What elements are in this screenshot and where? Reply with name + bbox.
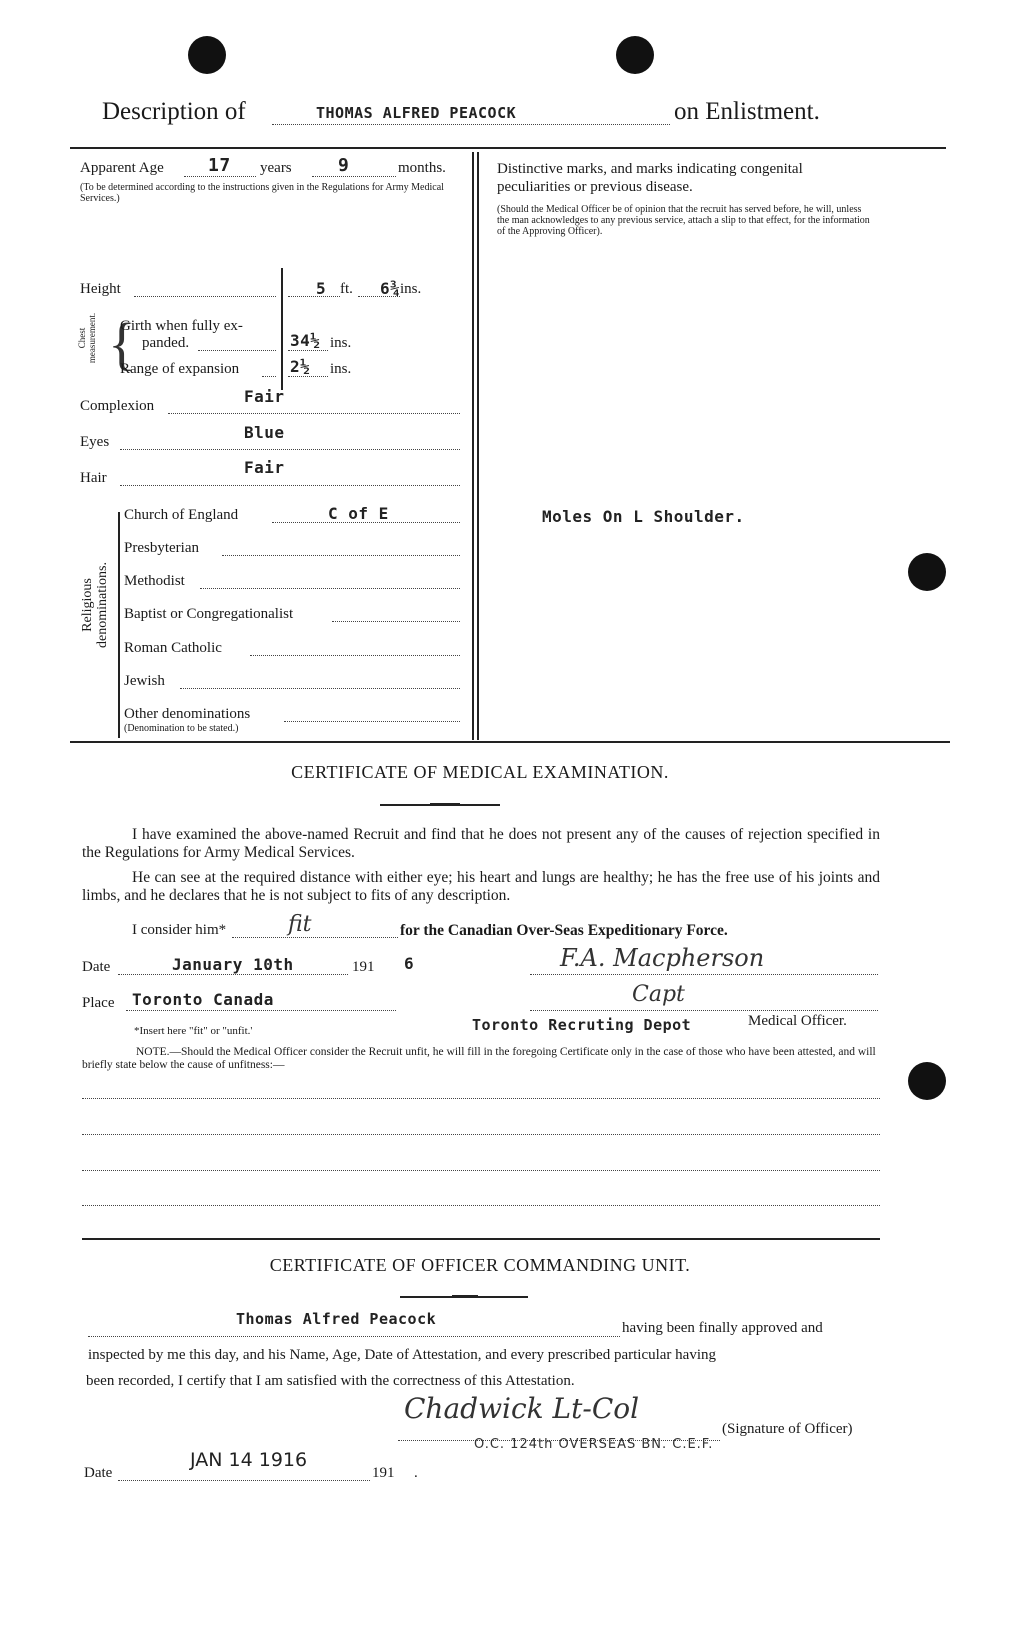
height-label: Height — [80, 281, 121, 297]
punch-hole — [908, 553, 946, 591]
med-year-prefix: 191 — [352, 959, 375, 975]
column-divider — [472, 152, 474, 740]
religion-label: Church of England — [124, 507, 239, 523]
measure-divider — [281, 268, 283, 390]
depot-stamp: Toronto Recruting Depot — [472, 1016, 692, 1034]
force-label: for the Canadian Over-Seas Expeditionary Force. — [400, 922, 728, 939]
title-ornament-center — [452, 1295, 478, 1298]
punch-hole — [908, 1062, 946, 1100]
header-suffix: on Enlistment. — [674, 98, 820, 125]
medical-para-2-text: He can see at the required distance with either eye; his heart and lungs are healthy; he has the free use of his joints and limbs, and he declares that he is not subject to fits of any description. — [82, 869, 880, 904]
religion-line — [180, 688, 460, 689]
marks-note: (Should the Medical Officer be of opinion that the recruit has served before, he will, unless the man acknowledges to any previous service, attach a slip to that effect, for the information of the Approving Officer). — [497, 204, 870, 237]
place-value: Toronto Canada — [132, 990, 274, 1009]
girth-line — [198, 350, 276, 351]
rank-line — [530, 1010, 878, 1011]
unfitness-line — [82, 1134, 880, 1135]
med-date-value: January 10th — [172, 955, 294, 974]
med-date-line — [118, 974, 348, 975]
medical-officer-rank: Capt — [632, 982, 685, 1007]
medical-note — [82, 1046, 880, 1072]
unfitness-line — [82, 1170, 880, 1171]
height-ft-line — [288, 296, 340, 297]
religion-line — [250, 655, 460, 656]
insert-note: *Insert here "fit" or "unfit.' — [134, 1025, 253, 1037]
height-ft-value: 5 — [316, 279, 327, 298]
religion-label: Other denominations — [124, 706, 251, 722]
ft-label: ft. — [340, 281, 353, 297]
recruit-name: THOMAS ALFRED PEACOCK — [316, 104, 517, 122]
commanding-title: CERTIFICATE OF OFFICER COMMANDING UNIT. — [269, 1255, 691, 1275]
column-divider — [477, 152, 479, 740]
consider-label: I consider him* — [132, 922, 227, 938]
girth-label-2: panded. — [142, 335, 190, 351]
consider-line — [232, 937, 398, 938]
months-label: months. — [398, 160, 446, 176]
range-ins-label: ins. — [330, 361, 352, 377]
section-rule — [70, 741, 950, 743]
range-line — [262, 376, 276, 377]
range-value-line — [288, 376, 328, 377]
chest-label: Chest measurement. — [77, 312, 97, 364]
height-line — [134, 296, 276, 297]
section-rule — [82, 1238, 880, 1240]
header-rule — [70, 147, 946, 149]
height-in-value: 6¾ — [380, 279, 401, 298]
years-label: years — [260, 160, 292, 176]
girth-value-line — [288, 350, 328, 351]
header-name-line — [272, 124, 670, 125]
chest-brace: { — [108, 311, 136, 376]
co-year-prefix: 191 — [372, 1465, 395, 1481]
religion-label: Baptist or Congregationalist — [124, 606, 294, 622]
age-label: Apparent Age — [80, 160, 164, 176]
medical-para-2 — [82, 869, 880, 905]
punch-hole — [616, 36, 654, 74]
religion-brace — [118, 512, 120, 738]
header-prefix: Description of — [102, 98, 246, 125]
unfitness-line — [82, 1098, 880, 1099]
religion-label: Jewish — [124, 673, 165, 689]
religion-line — [332, 621, 460, 622]
girth-value: 34½ — [290, 331, 321, 350]
medical-officer-label: Medical Officer. — [748, 1013, 847, 1029]
religion-line — [284, 721, 460, 722]
age-years-value: 17 — [208, 155, 231, 176]
unfitness-line — [82, 1205, 880, 1206]
co-date-line — [118, 1480, 370, 1481]
medical-title: CERTIFICATE OF MEDICAL EXAMINATION. — [291, 762, 669, 782]
range-label: Range of expansion — [120, 361, 240, 377]
med-signature-line — [530, 974, 878, 975]
religion-group-label — [80, 550, 110, 660]
age-note: (To be determined according to the instructions given in the Regulations for Army Medical Services.) — [80, 182, 444, 204]
eyes-label: Eyes — [80, 434, 110, 450]
complexion-value: Fair — [244, 387, 285, 406]
religion-line — [222, 555, 460, 556]
place-label: Place — [82, 995, 115, 1011]
marks-value: Moles On L Shoulder. — [542, 507, 745, 526]
co-date-stamp: JAN 14 1916 — [190, 1449, 308, 1471]
medical-para-1-text: I have examined the above-named Recruit and find that he does not present any of the causes of rejection specified in the Regulations for Army Medical Services. — [82, 826, 880, 861]
age-years-line — [184, 176, 256, 177]
complexion-line — [168, 413, 460, 414]
co-name-value: Thomas Alfred Peacock — [236, 1310, 437, 1328]
range-value: 2½ — [290, 357, 311, 376]
eyes-line — [120, 449, 460, 450]
marks-heading: Distinctive marks, and marks indicating congenital peculiarities or previous disease. — [497, 161, 803, 195]
medical-para-1 — [82, 826, 880, 862]
age-months-line — [312, 176, 396, 177]
punch-hole — [188, 36, 226, 74]
medical-note-text: NOTE.—Should the Medical Officer consider the Recruit unfit, he will fill in the foregoing Certificate only in the case of those who have been attested, and will briefly state below the cause of unfitness:— — [82, 1046, 876, 1071]
co-year-suffix: . — [414, 1465, 418, 1481]
med-year-suffix: 6 — [404, 954, 415, 973]
commanding-officer-signature: Chadwick Lt-Col — [404, 1392, 640, 1425]
co-text-2: inspected by me this day, and his Name, Age, Date of Attestation, and every prescribed particular having — [88, 1347, 717, 1363]
unit-stamp: O.C. 124th OVERSEAS BN. C.E.F. — [474, 1437, 714, 1452]
girth-label: Girth when fully ex- — [120, 318, 243, 334]
title-ornament-center — [430, 803, 460, 806]
co-text-3: been recorded, I certify that I am satisfied with the correctness of this Attestation. — [86, 1373, 575, 1389]
consider-value: fit — [288, 912, 312, 937]
religion-label: Roman Catholic — [124, 640, 222, 656]
girth-ins-label: ins. — [330, 335, 352, 351]
med-date-label: Date — [82, 959, 111, 975]
co-text-1: having been finally approved and — [622, 1320, 823, 1336]
signature-label: (Signature of Officer) — [722, 1421, 853, 1437]
eyes-value: Blue — [244, 423, 285, 442]
religion-label-1: Religious — [80, 578, 95, 632]
hair-value: Fair — [244, 458, 285, 477]
age-months-value: 9 — [338, 155, 350, 176]
religion-line — [200, 588, 460, 589]
hair-line — [120, 485, 460, 486]
co-date-label: Date — [84, 1465, 113, 1481]
complexion-label: Complexion — [80, 398, 155, 414]
place-line — [126, 1010, 396, 1011]
medical-officer-signature: F.A. Macpherson — [560, 944, 765, 972]
religion-label: Presbyterian — [124, 540, 199, 556]
religion-value: C of E — [328, 504, 389, 523]
denomination-note: (Denomination to be stated.) — [124, 723, 239, 734]
co-name-line — [88, 1336, 620, 1337]
religion-label: Methodist — [124, 573, 185, 589]
ins-label: ins. — [400, 281, 422, 297]
religion-label-2: denominations. — [95, 562, 110, 648]
hair-label: Hair — [80, 470, 107, 486]
